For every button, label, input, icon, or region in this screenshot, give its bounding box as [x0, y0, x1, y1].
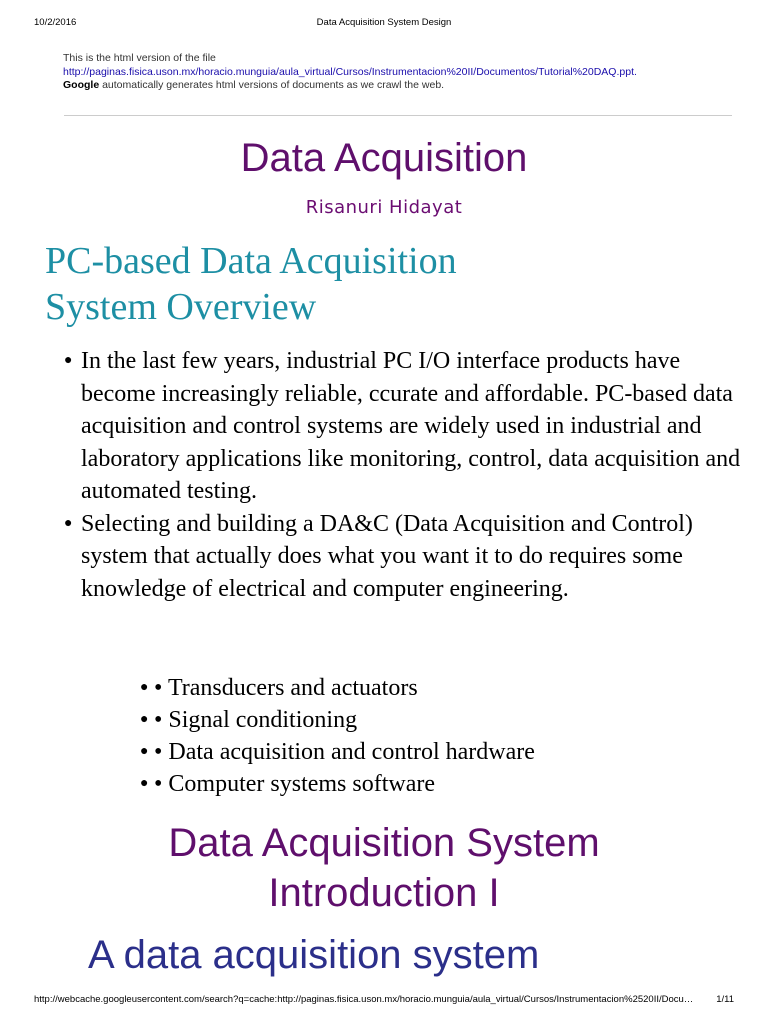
print-title: Data Acquisition System Design	[316, 17, 452, 28]
slide2-title-line1: PC-based Data Acquisition	[45, 240, 457, 282]
list-item	[140, 736, 740, 768]
sub-bullet-text: • Computer systems software	[154, 771, 436, 797]
slide2-title-line2: System Overview	[45, 286, 317, 328]
print-date: 10/2/2016	[34, 17, 77, 28]
slide3-heading: A data acquisition system	[88, 933, 540, 977]
cache-intro: This is the html version of the file	[63, 52, 216, 64]
bullet-text: Selecting and building a DA&C (Data Acquisition and Control) system that actually does what you want it to do requires some knowledge of electrical and computer engineering.	[81, 510, 693, 602]
source-file-link[interactable]: http://paginas.fisica.uson.mx/horacio.munguia/aula_virtual/Cursos/Instrumentacion%20II/Documentos/Tutorial%20DAQ.ppt.	[63, 65, 637, 78]
cache-note-text: automatically generates html versions of documents as we crawl the web.	[99, 79, 445, 91]
slide1-author: Risanuri Hidayat	[305, 197, 463, 218]
bullet-dot-icon: ●	[140, 680, 149, 695]
cache-note	[63, 79, 743, 93]
divider	[64, 115, 732, 116]
sub-bullet-text: • Signal conditioning	[154, 707, 358, 733]
bullet-dot-icon: ●	[64, 515, 73, 531]
list-item	[140, 704, 740, 736]
bullet-dot-icon: ●	[64, 353, 73, 368]
list-item	[140, 672, 740, 704]
slide2-sub-bullet-list	[140, 672, 740, 800]
slide3-title-line1: Data Acquisition System	[168, 821, 600, 865]
sub-bullet-text: • Data acquisition and control hardware	[154, 739, 535, 765]
print-header	[34, 17, 734, 31]
cache-notice	[63, 52, 743, 93]
slide1-title: Data Acquisition	[240, 136, 528, 180]
list-item	[64, 508, 754, 606]
list-item	[64, 345, 754, 508]
slide2-title	[45, 238, 745, 330]
google-label: Google	[63, 79, 100, 91]
slide2-bullet-list	[64, 345, 754, 605]
bullet-dot-icon: ●	[140, 712, 149, 727]
slide3-title-line2: Introduction I	[268, 871, 500, 915]
sub-bullet-text: • Transducers and actuators	[154, 675, 418, 701]
bullet-dot-icon: ●	[140, 776, 149, 791]
page-number: 1/11	[716, 994, 734, 1005]
print-footer	[34, 994, 734, 1008]
bullet-text: In the last few years, industrial PC I/O interface products have become increasingly reliable, ccurate and affordable. PC-based data acquisition and control systems are widely used in industrial and laboratory applications like monitoring, control, data acquisition and automated testing.	[81, 348, 741, 504]
footer-url: http://webcache.googleusercontent.com/search?q=cache:http://paginas.fisica.uson.mx/horacio.munguia/aula_virtual/Cursos/Instrumentacion%2520II/Docu…	[34, 994, 694, 1005]
list-item	[140, 768, 740, 800]
slide3-title	[0, 818, 768, 918]
bullet-dot-icon: ●	[140, 744, 149, 759]
